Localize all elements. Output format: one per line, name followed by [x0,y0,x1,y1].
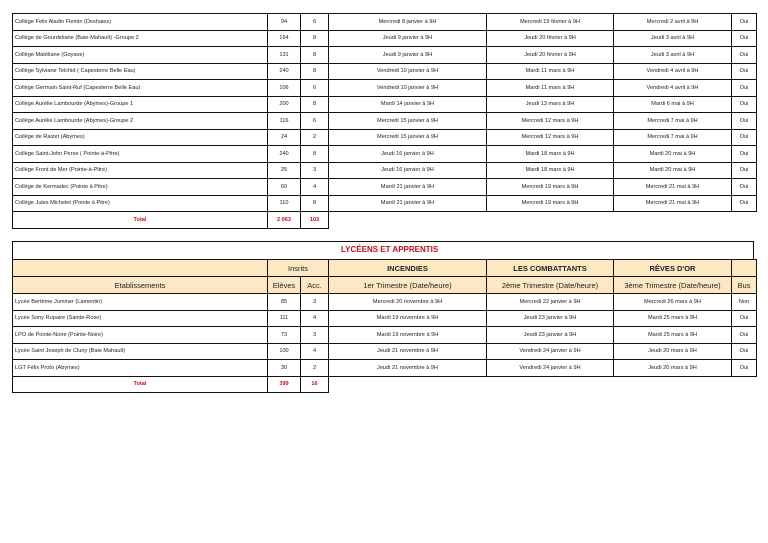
companions-count: 8 [301,96,329,113]
establishment-name: LPO de Pointe-Noire (Pointe-Noire) [13,327,268,344]
trimester-1-date: Jeudi 9 janvier à 9H [329,47,487,64]
bus-status: Oui [732,129,757,146]
companions-count: 6 [301,80,329,97]
trimester-3-date: Mardi 20 mai à 9H [614,162,732,179]
header-trimestre-3: 3ème Trimestre (Date/heure) [614,277,732,294]
header-trimestre-2: 2ème Trimestre (Date/heure) [487,277,614,294]
establishment-name: Lycée Bertème Juminer (Lamentin) [13,294,268,311]
trimester-1-date: Mardi 21 janvier à 9H [329,195,487,212]
students-count: 240 [268,146,301,163]
table-row [13,162,757,179]
bus-status: Oui [732,30,757,47]
establishment-name: Collège Felix Aladin Flemin (Deshaies) [13,14,268,31]
bus-status: Oui [732,360,757,377]
companions-count: 4 [301,179,329,196]
bus-status: Oui [732,14,757,31]
trimester-2-date: Vendredi 24 janvier à 9H [487,360,614,377]
students-count: 25 [268,162,301,179]
empty-cell [329,212,487,229]
companions-count: 2 [301,129,329,146]
trimester-1-date: Mardi 19 novembre à 9H [329,327,487,344]
table-row [13,47,757,64]
trimester-2-date: Mercredi 19 février à 9H [487,14,614,31]
trimester-2-date: Mardi 18 mars à 9H [487,146,614,163]
students-count: 30 [268,360,301,377]
trimester-3-date: Mercredi 21 mai à 9H [614,195,732,212]
trimester-1-date: Mardi 19 novembre à 9H [329,310,487,327]
trimester-1-date: Jeudi 16 janvier à 9H [329,146,487,163]
trimester-3-date: Mardi 25 mars à 9H [614,327,732,344]
trimester-3-date: Jeudi 3 avril à 9H [614,47,732,64]
total-students: 2 063 [268,212,301,229]
table-row [13,294,757,311]
empty-cell [614,212,732,229]
companions-count: 2 [301,360,329,377]
companions-count: 6 [301,113,329,130]
header-bus: Bus [732,277,757,294]
table-row [13,113,757,130]
companions-count: 6 [301,14,329,31]
students-count: 94 [268,14,301,31]
companions-count: 8 [301,195,329,212]
trimester-3-date: Vendredi 4 avril à 9H [614,63,732,80]
trimester-1-date: Jeudi 16 janvier à 9H [329,162,487,179]
empty-cell [487,376,614,393]
trimester-3-date: Jeudi 20 mars à 9H [614,360,732,377]
trimester-1-date: Mardi 21 janvier à 9H [329,179,487,196]
trimester-2-date: Mercredi 19 mars à 9H [487,195,614,212]
bus-status: Non [732,294,757,311]
header-blank-bus [732,260,757,277]
companions-count: 8 [301,146,329,163]
establishment-name: Lycée Sony Rupaire (Sainte-Rose) [13,310,268,327]
trimester-2-date: Vendredi 24 janvier à 9H [487,343,614,360]
establishment-name: Collège Saint-John Perse ( Pointe-à-Pitre) [13,146,268,163]
trimester-1-date: Jeudi 21 novembre à 9H [329,343,487,360]
header-row-groups [13,260,757,277]
students-count: 240 [268,63,301,80]
trimester-3-date: Mercredi 7 mai à 9H [614,129,732,146]
lycees-title: LYCÉENS ET APPRENTIS [341,245,439,254]
table-row [13,129,757,146]
students-count: 24 [268,129,301,146]
companions-count: 8 [301,30,329,47]
total-companions: 16 [301,376,329,393]
table-row [13,195,757,212]
trimester-3-date: Jeudi 20 mars à 9H [614,343,732,360]
bus-status: Oui [732,195,757,212]
lycees-section-header [12,241,754,259]
trimester-3-date: Vendredi 4 avril à 9H [614,80,732,97]
bus-status: Oui [732,113,757,130]
trimester-2-date: Jeudi 20 février à 9H [487,47,614,64]
header-incendies: INCENDIES [329,260,487,277]
establishment-name: Collège Sylviane Telchid ( Capesterre Belle Eau) [13,63,268,80]
bus-status: Oui [732,162,757,179]
bus-status: Oui [732,327,757,344]
empty-cell [732,212,757,229]
bus-status: Oui [732,179,757,196]
header-inscrits: Insrits [268,260,329,277]
establishment-name: LGT Félix Proto (Abymes) [13,360,268,377]
total-companions: 103 [301,212,329,229]
trimester-1-date: Jeudi 9 janvier à 9H [329,30,487,47]
header-row-columns [13,277,757,294]
trimester-2-date: Jeudi 13 mars à 9H [487,96,614,113]
companions-count: 4 [301,310,329,327]
table-row [13,343,757,360]
students-count: 164 [268,30,301,47]
empty-cell [487,212,614,229]
students-count: 110 [268,195,301,212]
trimester-1-date: Mercredi 8 janvier à 9H [329,14,487,31]
establishment-name: Collège de Raizet (Abymes) [13,129,268,146]
trimester-3-date: Mardi 6 mai à 9H [614,96,732,113]
companions-count: 3 [301,162,329,179]
companions-count: 4 [301,343,329,360]
students-count: 100 [268,343,301,360]
companions-count: 8 [301,63,329,80]
header-etablissements: Etablissements [13,277,268,294]
table-row [13,63,757,80]
trimester-3-date: Mercredi 7 mai à 9H [614,113,732,130]
bus-status: Oui [732,96,757,113]
trimester-1-date: Mardi 14 janvier à 9H [329,96,487,113]
colleges-table [12,13,757,229]
trimester-1-date: Jeudi 21 novembre à 9H [329,360,487,377]
bus-status: Oui [732,146,757,163]
trimester-3-date: Mardi 25 mars à 9H [614,310,732,327]
empty-cell [732,376,757,393]
establishment-name: Collège de Gourdeliane (Baie-Mahault) -Groupe 2 [13,30,268,47]
total-row [13,212,757,229]
empty-cell [329,376,487,393]
lycees-table [12,259,757,393]
trimester-3-date: Mercredi 26 mars à 9H [614,294,732,311]
companions-count: 3 [301,294,329,311]
total-students: 399 [268,376,301,393]
trimester-1-date: Mercredi 15 janvier à 9H [329,113,487,130]
total-label: Total [13,212,268,229]
trimester-2-date: Mercredi 19 mars à 9H [487,179,614,196]
students-count: 116 [268,113,301,130]
establishment-name: Collège Aurélie Lambourde (Abymes)-Groupe 1 [13,96,268,113]
trimester-2-date: Jeudi 20 février à 9H [487,30,614,47]
table-row [13,80,757,97]
header-reves-dor: RÊVES D'OR [614,260,732,277]
header-trimestre-1: 1er Trimestre (Date/heure) [329,277,487,294]
students-count: 111 [268,310,301,327]
table-row [13,96,757,113]
bus-status: Oui [732,63,757,80]
trimester-3-date: Jeudi 3 avril à 9H [614,30,732,47]
trimester-2-date: Mercredi 12 mars à 9H [487,113,614,130]
establishment-name: Collège Jules Michelet (Pointe à Pitre) [13,195,268,212]
students-count: 106 [268,80,301,97]
trimester-2-date: Mercredi 12 mars à 9H [487,129,614,146]
table-row [13,310,757,327]
companions-count: 8 [301,47,329,64]
establishment-name: Lycée Saint Joseph de Cluny (Baie Mahault) [13,343,268,360]
companions-count: 3 [301,327,329,344]
establishment-name: Collège de Kermadec (Pointe à Pitre) [13,179,268,196]
trimester-3-date: Mardi 20 mai à 9H [614,146,732,163]
table-row [13,146,757,163]
trimester-1-date: Mercredi 20 novembre à 9H [329,294,487,311]
establishment-name: Collège Aurélie Lambourde (Abymes)-Groupe 2 [13,113,268,130]
trimester-2-date: Jeudi 23 janvier à 9H [487,310,614,327]
bus-status: Oui [732,343,757,360]
trimester-1-date: Mercredi 15 janvier à 9H [329,129,487,146]
establishment-name: Collège Matéliane (Goyave) [13,47,268,64]
bus-status: Oui [732,80,757,97]
students-count: 60 [268,179,301,196]
students-count: 85 [268,294,301,311]
establishment-name: Collège Germain Saint-Ruf (Capesterre Belle Eau) [13,80,268,97]
trimester-3-date: Mercredi 21 mai à 9H [614,179,732,196]
trimester-2-date: Mardi 18 mars à 9H [487,162,614,179]
trimester-1-date: Vendredi 10 janvier à 9H [329,80,487,97]
establishment-name: Collège Front de Mer (Pointe-à-Pitre) [13,162,268,179]
header-acc: Acc. [301,277,329,294]
bus-status: Oui [732,310,757,327]
trimester-2-date: Jeudi 23 janvier à 9H [487,327,614,344]
table-row [13,327,757,344]
total-label: Total [13,376,268,393]
header-blank [13,260,268,277]
students-count: 73 [268,327,301,344]
trimester-2-date: Mardi 11 mars à 9H [487,63,614,80]
bus-status: Oui [732,47,757,64]
trimester-2-date: Mercredi 22 janvier à 9H [487,294,614,311]
table-row [13,179,757,196]
table-row [13,30,757,47]
trimester-1-date: Vendredi 10 janvier à 9H [329,63,487,80]
students-count: 200 [268,96,301,113]
trimester-3-date: Mercredi 2 avril à 9H [614,14,732,31]
table-row [13,360,757,377]
empty-cell [614,376,732,393]
students-count: 131 [268,47,301,64]
header-eleves: Elèves [268,277,301,294]
table-row [13,14,757,31]
header-combattants: LES COMBATTANTS [487,260,614,277]
trimester-2-date: Mardi 11 mars à 9H [487,80,614,97]
total-row [13,376,757,393]
